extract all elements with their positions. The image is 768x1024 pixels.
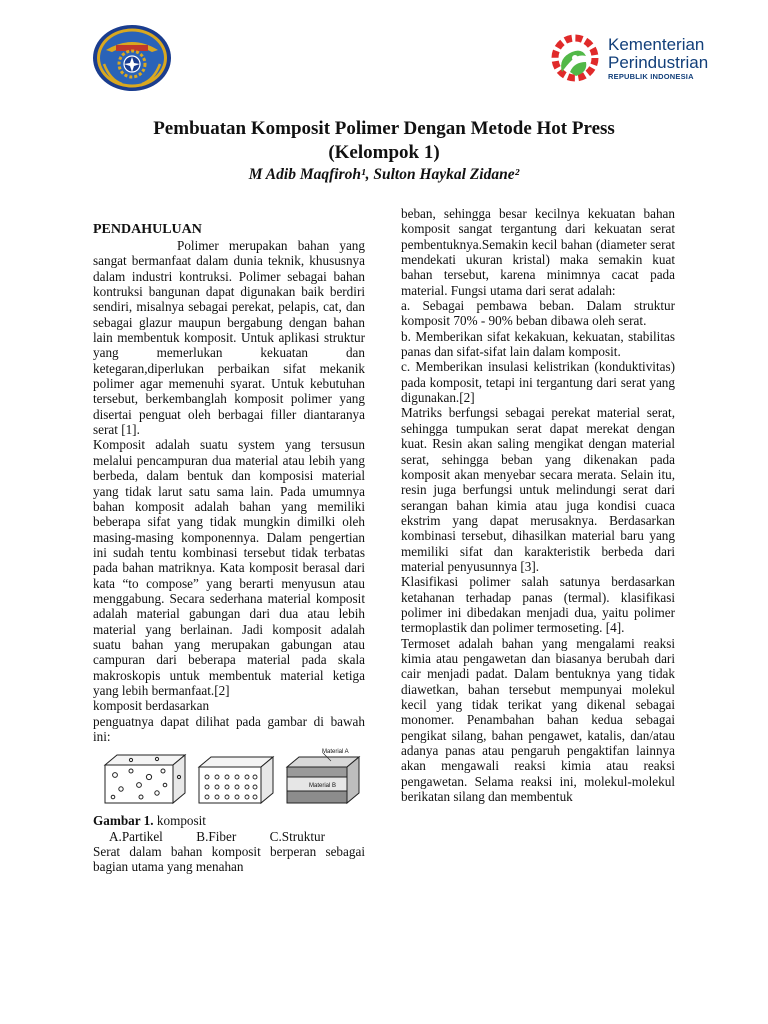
list-item: a. Sebagai pembawa beban. Dalam struktur komposit 70% - 90% beban dibawa oleh serat. [401, 298, 675, 329]
paper-title [60, 117, 708, 165]
laminate-composite-block [287, 749, 359, 803]
section-heading: PENDAHULUAN [93, 222, 202, 237]
paragraph: Matriks berfungsi sebagai perekat material serat, sehingga tumpukan serat dapat merekat dengan kuat. Resin akan saling mengikat dengan material serat, sehingga beban yang dikenakan pada komposit akan menyebar secara merata. Selain itu, resin juga berfungsi untuk melindungi serat dari serangan bahan kimia atau juga kondisi cuaca ekstrim yang dapat merusaknya. Berdasarkan kombinasi tersebut, dihasilkan material baru yang memiliki sifat dan karakteristik berbeda dari material penyusunnya [3]. [401, 405, 675, 574]
particle-composite-block [105, 755, 185, 803]
title-line-1: Pembuatan Komposit Polimer Dengan Metode Hot Press [153, 118, 615, 139]
paragraph: Komposit adalah suatu system yang tersusun melalui pencampuran dua material atau lebih yang berbeda, dalam bentuk dan komposisi material yang tidak larut satu sama lain. Pada umumnya bahan komposit adalah bahan yang memiliki beberapa sifat yang tidak mungkin dimilki oleh masing-masing komponennya. Dalam pengertian ini sudah tentu kombinasi tersebut tidak terbatas pada bahan matriknya. Kata komposit berasal dari kata “to compose” yang berarti menyusun atau menggabung. Secara sederhana material komposit adalah material gabungan dari dua atau lebih material yang berlainan. Jadi komposit adalah suatu bahan yang merupakan gabungan atau campuran dari beberapa material pada skala makroskopis untuk membentuk material ketiga yang lebih bermanfaat.[2] [93, 437, 365, 698]
figure-caption [93, 813, 365, 828]
list-item: b. Memberikan sifat kekakuan, kekuatan, stabilitas panas dan sifat-sifat lain dalam komposit. [401, 328, 675, 360]
title-line-2: (Kelompok 1) [328, 142, 440, 163]
composite-diagram [101, 747, 361, 811]
author-list: M Adib Maqfiroh¹, Sulton Haykal Zidane² [248, 166, 520, 183]
left-column [93, 222, 365, 875]
list-item: c. Memberikan insulasi kelistrikan (konduktivitas) pada komposit, tetapi ini tergantung dari serat yang digunakan.[2] [401, 359, 675, 406]
paragraph: Klasifikasi polimer salah satunya berdasarkan ketahanan terhadap panas (termal). klasifikasi polimer ini dibedakan menjadi dua, yaitu polimer termoplastik dan polimer termoseting. [4]. [401, 574, 675, 636]
figure-subcaptions [93, 829, 365, 844]
paragraph: Termoset adalah bahan yang mengalami reaksi kimia atau pengawetan dan biasanya berubah dari cair menjadi padat. Dalam bentuknya yang tidak diawetkan, bahan tersebut mempunyai molekul kecil yang tidak terikat yang dikenal sebagai monomer. Penambahan bahan kedua sebagai pengikat silang, bahan pengawet, katalis, dan/atau adanya panas atau pengaruh pengaktifan lainnya akan mengawali reaksi kimia atau reaksi pengawetan. Selama reaksi ini, molekul-molekul berikatan silang dan membentuk [401, 635, 675, 805]
subcaption-b: B.Fiber [196, 828, 237, 844]
right-column [401, 206, 675, 804]
kemenperin-logo [548, 32, 718, 84]
paragraph: beban, sehingga besar kecilnya kekuatan bahan komposit sangat tergantung dari kekuatan serat pembentuknya.Semakin kecil bahan (diameter serat mendekati ukuran kristal) maka semakin kuat bahan tersebut, karena minimnya cacat pada material. Fungsi utama dari serat adalah: [401, 206, 675, 298]
material-b-label: Material B [309, 783, 337, 790]
gear-leaf-icon [548, 32, 604, 84]
paragraph: Polimer merupakan bahan yang sangat bermanfaat dalam dunia teknik, khususnya dalam industri kontruksi. Polimer sebagai bahan kontruksi bangunan dapat digunakan baik berdiri sendiri, misalnya sebagai perekat, pelapis, cat, dan sebagai glazur maupun bergabung dengan bahan lain membentuk komposit. Untuk aplikasi struktur yang memerlukan kekuatan dan ketegaran,diperlukan perbaikan sifat mekanik polimer agar memenuhi syarat. Untuk kebutuhan tersebut, berkembanglah komposit polimer yang disertai penguat oleh berbagai filler diantaranya serat [1]. [93, 238, 365, 438]
paragraph: komposit berdasarkan [93, 698, 210, 714]
paragraph: penguatnya dapat dilihat pada gambar di bawah ini: [93, 713, 365, 744]
paragraph: Serat dalam bahan komposit berperan sebagai bagian utama yang menahan [93, 844, 365, 875]
material-a-label: Material A [322, 749, 349, 756]
subcaption-c: C.Struktur [269, 828, 325, 844]
caption-label: Gambar 1. [93, 813, 154, 829]
brand-line-2: Perindustrian [608, 53, 709, 72]
university-emblem-icon [92, 24, 172, 92]
composite-figure [93, 747, 365, 811]
fiber-composite-block [199, 757, 273, 803]
subcaption-a: A.Partikel [109, 828, 163, 844]
brand-line-1: Kementerian [608, 35, 705, 54]
brand-line-3: REPUBLIK INDONESIA [608, 72, 694, 81]
caption-text: komposit [153, 813, 206, 829]
